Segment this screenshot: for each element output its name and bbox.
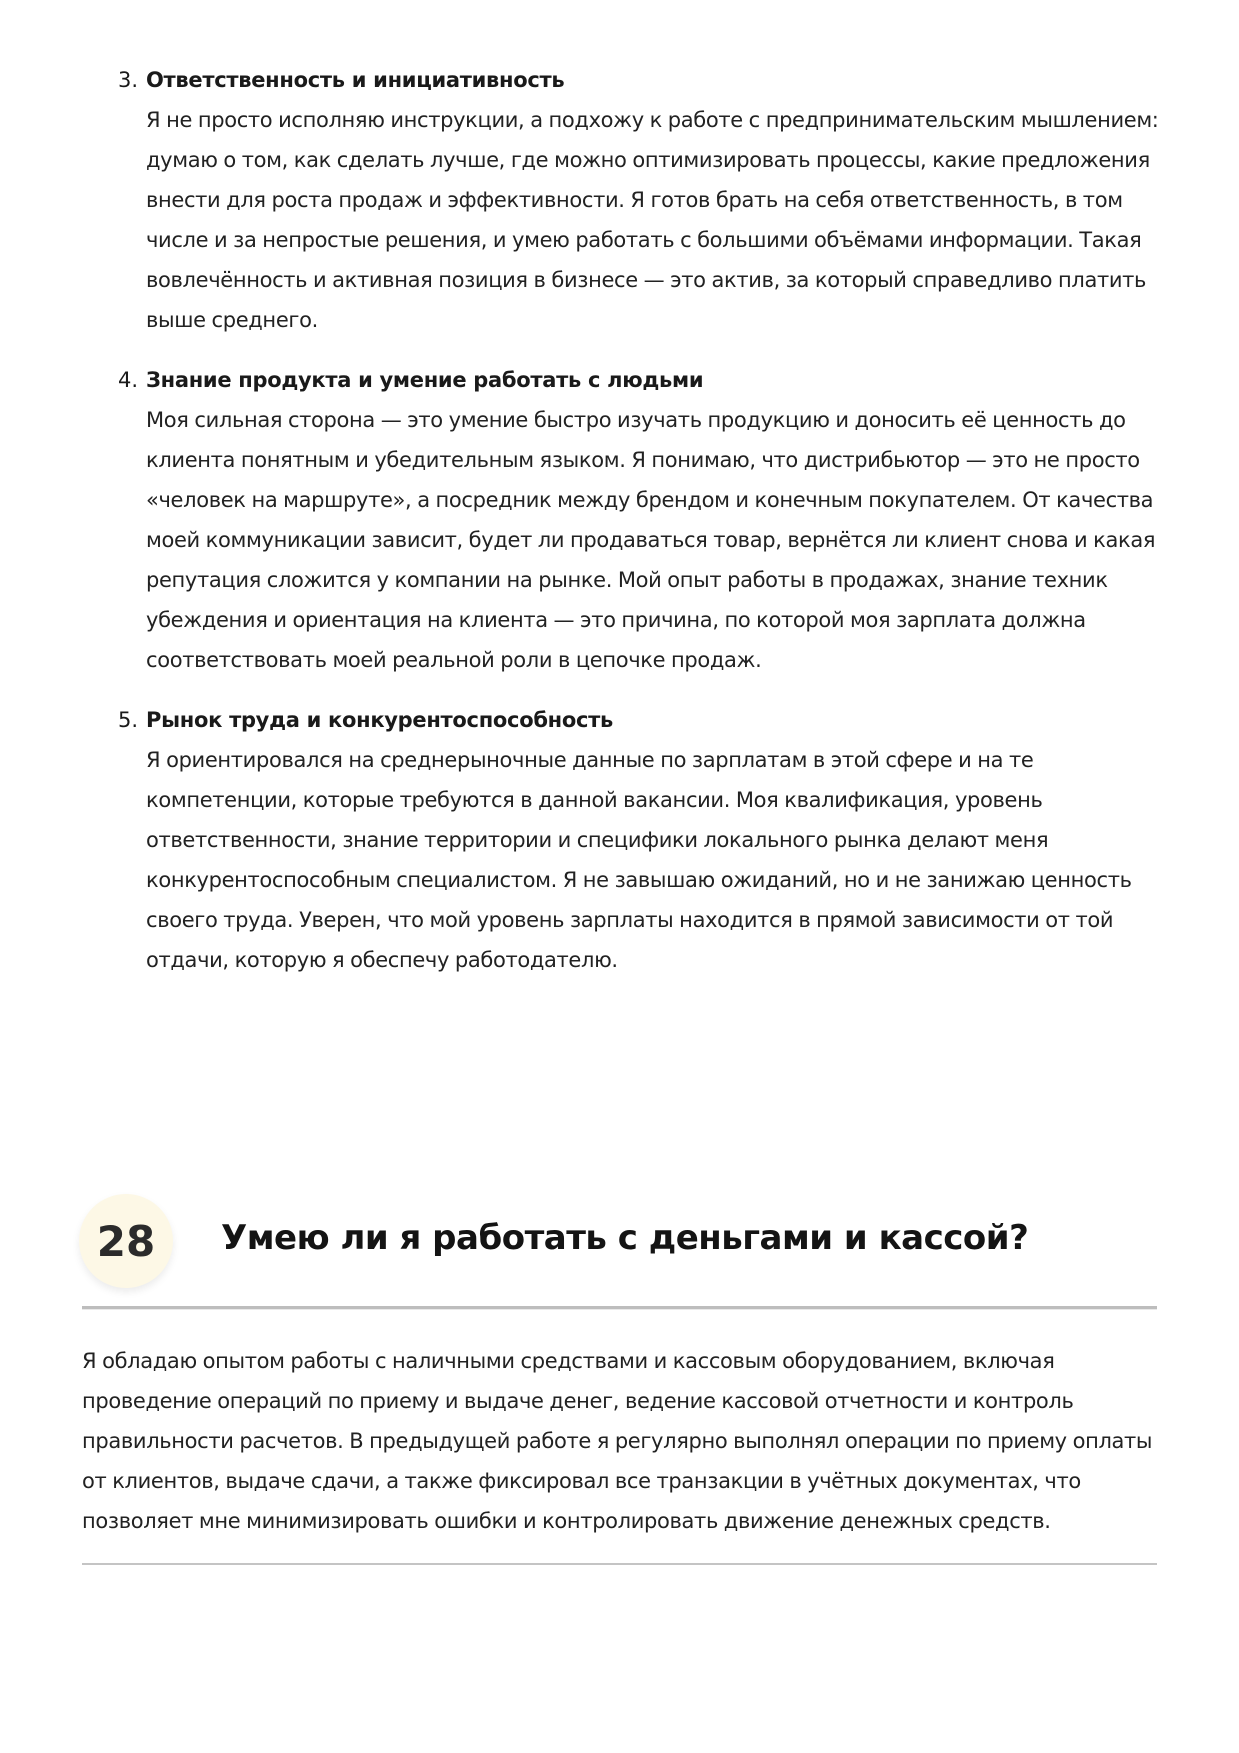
reason-number: 5. <box>118 708 139 732</box>
reason-number: 4. <box>118 368 139 392</box>
reason-item <box>116 360 1166 680</box>
question-number-badge: 28 <box>79 1194 173 1288</box>
reason-title: Рынок труда и конкурентоспособность <box>146 708 614 732</box>
reasons-list <box>116 60 1166 1000</box>
reason-body: Моя сильная сторона — это умение быстро изучать продукцию и доносить её ценность до клиента понятным и убедительным языком. Я понимаю, что дистрибьютор — это не просто «человек на маршруте», а посредник между брендом и конечным покупателем. От качества моей коммуникации зависит, будет ли продаваться товар, вернётся ли клиент снова и какая репутация сложится у компании на рынке. Мой опыт работы в продажах, знание техник убеждения и ориентация на клиента — это причина, по которой моя зарплата должна соответствовать моей реальной роли в цепочке продаж. <box>146 408 1156 672</box>
question-section <box>82 1210 1157 1565</box>
reason-title: Ответственность и инициативность <box>146 68 565 92</box>
section-title: Умею ли я работать с деньгами и кассой? <box>221 1218 1029 1258</box>
reason-body: Я ориентировался на среднерыночные данные по зарплатам в этой сфере и на те компетенции, которые требуются в данной вакансии. Моя квалификация, уровень ответственности, знание территории и специфики локального рынка делают меня конкурентоспособным специалистом. Я не завышаю ожиданий, но и не занижаю ценность своего труда. Уверен, что мой уровень зарплаты находится в прямой зависимости от той отдачи, которую я обеспечу работодателю. <box>146 748 1132 972</box>
reason-item <box>116 700 1166 980</box>
section-body: Я обладаю опытом работы с наличными средствами и кассовым оборудованием, включая проведение операций по приему и выдаче денег, ведение кассовой отчетности и контроль правильности расчетов. В предыдущей работе я регулярно выполнял операции по приему оплаты от клиентов, выдаче сдачи, а также фиксировал все транзакции в учётных документах, что позволяет мне минимизировать ошибки и контролировать движение денежных средств. <box>82 1341 1157 1565</box>
reason-number: 3. <box>118 68 139 92</box>
reason-title: Знание продукта и умение работать с людьми <box>146 368 704 392</box>
section-header <box>82 1210 1157 1309</box>
reason-item <box>116 60 1166 340</box>
reason-body: Я не просто исполняю инструкции, а подхожу к работе с предпринимательским мышлением: думаю о том, как сделать лучше, где можно оптимизировать процессы, какие предложения внести для роста продаж и эффективности. Я готов брать на себя ответственность, в том числе и за непростые решения, и умею работать с большими объёмами информации. Такая вовлечённость и активная позиция в бизнесе — это актив, за который справедливо платить выше среднего. <box>146 108 1159 332</box>
